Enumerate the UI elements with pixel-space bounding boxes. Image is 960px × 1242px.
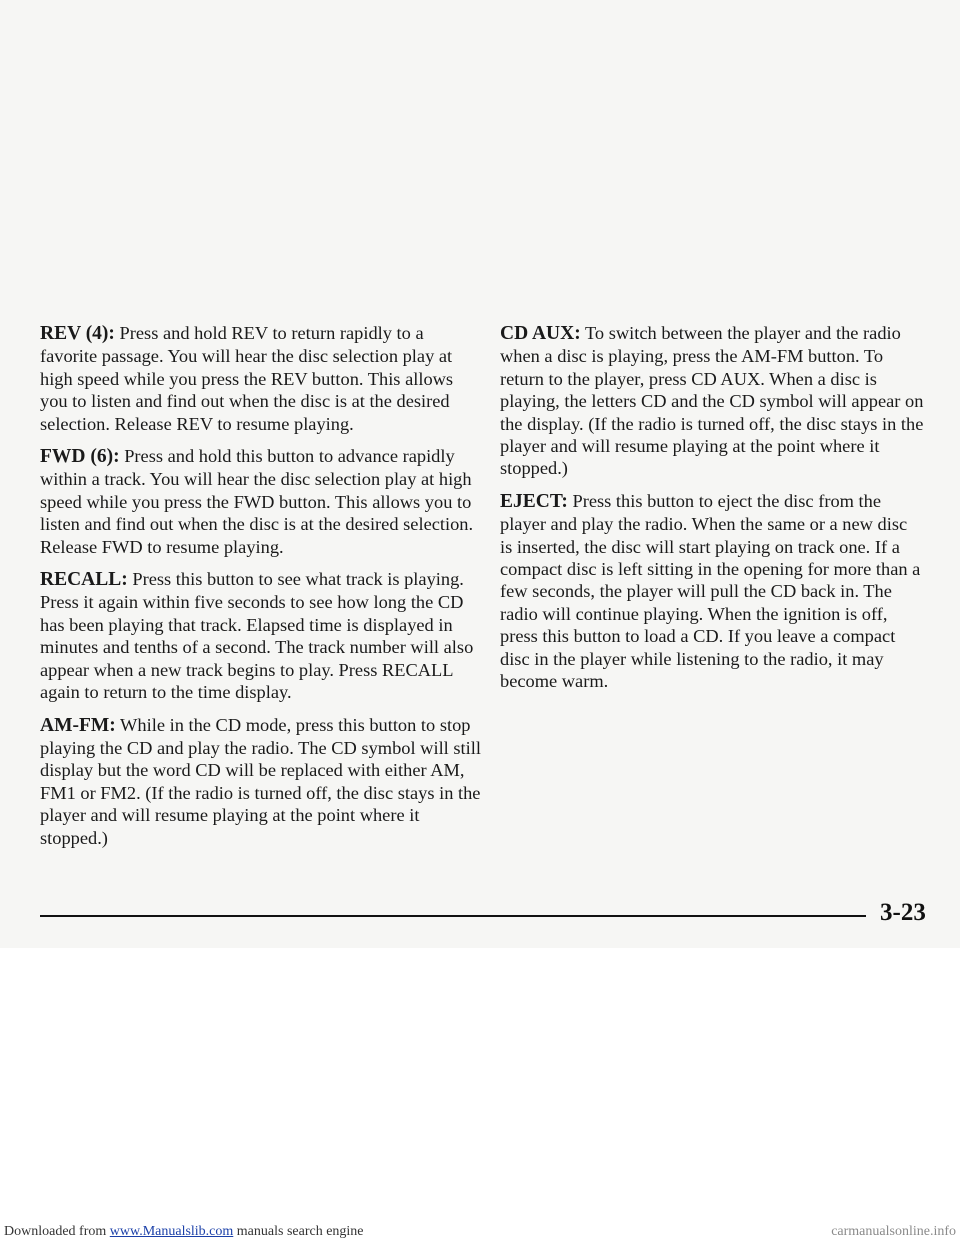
download-prefix: Downloaded from [4,1224,110,1239]
am-fm-entry [40,714,484,849]
download-footer [0,1222,960,1242]
am-fm-term: AM-FM: [40,714,116,736]
recall-description: Press this button to see what track is playing. Press it again within five seconds to see how long the CD has been playing that track. Elapsed time is displayed in minutes and tenths of a second. The track number will also appear when a new track begins to play. Press RECALL again to return to the time display. [40,569,474,703]
eject-description: Press this button to eject the disc from the player and play the radio. When the same or a new disc is inserted, the disc will start playing on track one. If a compact disc is left sitting in the opening for more than a few seconds, the player will pull the CD back in. The radio will continue playing. When the ignition is off, press this button to load a CD. If you leave a compact disc in the player while listening to the radio, it may become warm. [500,490,921,692]
rev-term: REV (4): [40,323,115,344]
watermark-text: carmanualsonline.info [831,1224,956,1239]
cd-aux-description: To switch between the player and the radio when a disc is playing, press the AM-FM button. To return to the player, press CD AUX. When a disc is playing, the letters CD and the CD symbol will appear on the display. (If the radio is turned off, the disc stays in the player and will resume playing at the point where it stopped.) [500,323,924,479]
fwd-term: FWD (6): [40,446,120,468]
recall-entry [40,568,484,703]
manualslib-link[interactable]: www.Manualslib.com [109,1224,234,1239]
eject-entry [500,490,924,693]
rev-entry [40,322,484,435]
cd-aux-entry [500,322,924,480]
eject-term: EJECT: [500,490,568,512]
page-number: 3-23 [880,899,926,926]
right-column [500,322,924,703]
fwd-description: Press and hold this button to advance rapidly within a track. You will hear the disc selection play at high speed while you press the FWD button. This allows you to listen and find out when the disc is at the desired selection. Release FWD to resume playing. [40,446,474,557]
recall-term: RECALL: [40,569,128,591]
download-suffix: manuals search engine [233,1224,364,1239]
footer-rule [40,915,866,917]
rev-description: Press and hold REV to return rapidly to a favorite passage. You will hear the disc selection play at high speed while you press the REV button. This allows you to listen and find out when the disc is at the desired selection. Release REV to resume playing. [40,323,454,434]
fwd-entry [40,445,484,558]
download-notice [4,1222,364,1242]
cd-aux-term: CD AUX: [500,323,581,344]
am-fm-description: While in the CD mode, press this button to stop playing the CD and play the radio. The CD symbol will still display but the word CD will be replaced with either AM, FM1 or FM2. (If the radio is turned off, the disc stays in the player and will resume playing at the point where it stopped.) [40,714,481,848]
left-column [40,322,484,859]
